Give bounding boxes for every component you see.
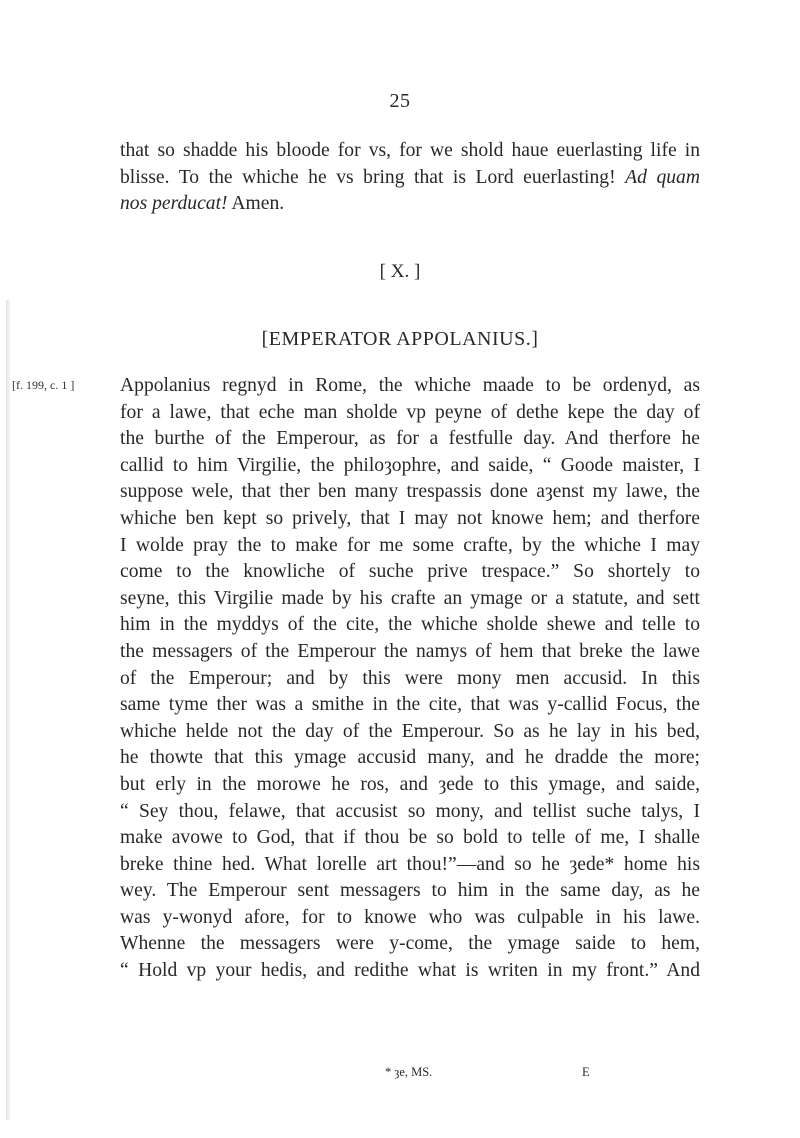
opening-line-3	[120, 191, 700, 218]
text-line: was y-wonyd afore, for to knowe who was culpable in his lawe.	[120, 906, 700, 928]
footnote-text: * ȝe, MS.	[385, 1065, 433, 1079]
opening-line-1: that so shadde his bloode for vs, for we shold haue euerlasting life in	[120, 140, 700, 161]
text-line: same tyme ther was a smithe in the cite, that was y-callid Focus, the	[120, 694, 700, 716]
opening-paragraph	[120, 138, 700, 218]
text-line: Appolanius regnyd in Rome, the whiche maade to be ordenyd, as	[120, 375, 700, 396]
text-line: breke thine hed. What lorelle art thou!”—and so he ȝede* home his	[120, 853, 700, 875]
text-line: the messagers of the Emperour the namys of hem that breke the lawe	[120, 640, 700, 662]
text-line: callid to him Virgilie, the philoȝophre, and saide, “ Goode maister, I	[120, 454, 700, 476]
text-line: him in the myddys of the cite, the whiche sholde shewe and telle to	[120, 614, 700, 636]
signature-mark: E	[582, 1065, 590, 1079]
opening-closing-word: Amen.	[231, 193, 285, 215]
text-line: he thowte that this ymage accusid many, and he dradde the more;	[120, 747, 700, 769]
main-text-block	[120, 373, 700, 985]
text-line: seyne, this Virgilie made by his crafte an ymage or a statute, and sett	[120, 587, 700, 609]
text-line: suppose wele, that ther ben many trespassis done aȝenst my lawe, the	[120, 481, 700, 503]
text-line: whiche helde not the day of the Emperour. So as he lay in his bed,	[120, 720, 700, 742]
page-edge-shadow	[6, 300, 10, 1120]
text-line: “ Hold vp your hedis, and redithe what is writen in my front.” And	[120, 960, 700, 982]
section-number: [ X. ]	[379, 261, 421, 282]
opening-italic-phrase-1: Ad quam	[625, 166, 700, 188]
text-line: the burthe of the Emperour, as for a festfulle day. And therfore he	[120, 428, 700, 450]
section-title: [EMPERATOR APPOLANIUS.]	[261, 328, 539, 350]
text-line: wey. The Emperour sent messagers to him in the same day, as he	[120, 880, 700, 902]
text-line: of the Emperour; and by this were mony men accusid. In this	[120, 667, 700, 689]
text-line: whiche ben kept so prively, that I may not knowe hem; and therfore	[120, 507, 700, 529]
opening-italic-phrase-2: nos perducat!	[120, 193, 228, 215]
text-line: “ Sey thou, felawe, that accusist so mony, and tellist suche talys, I	[120, 800, 700, 822]
marginal-reference: [f. 199, c. 1 ]	[12, 378, 75, 392]
opening-line-2-text: blisse. To the whiche he vs bring that is Lord euerlasting!	[120, 166, 616, 188]
text-line: I wolde pray the to make for me some crafte, by the whiche I may	[120, 534, 700, 556]
text-line: for a lawe, that eche man sholde vp peyne of dethe kepe the day of	[120, 401, 700, 423]
text-line: Whenne the messagers were y-come, the ymage saide to hem,	[120, 933, 700, 955]
text-line: make avowe to God, that if thou be so bold to telle of me, I shalle	[120, 827, 700, 849]
text-line: come to the knowliche of suche prive trespace.” So shortely to	[120, 561, 700, 583]
opening-line-2	[120, 165, 700, 192]
text-line: but erly in the morowe he ros, and ȝede to this ymage, and saide,	[120, 773, 700, 795]
page-number: 25	[389, 90, 411, 112]
